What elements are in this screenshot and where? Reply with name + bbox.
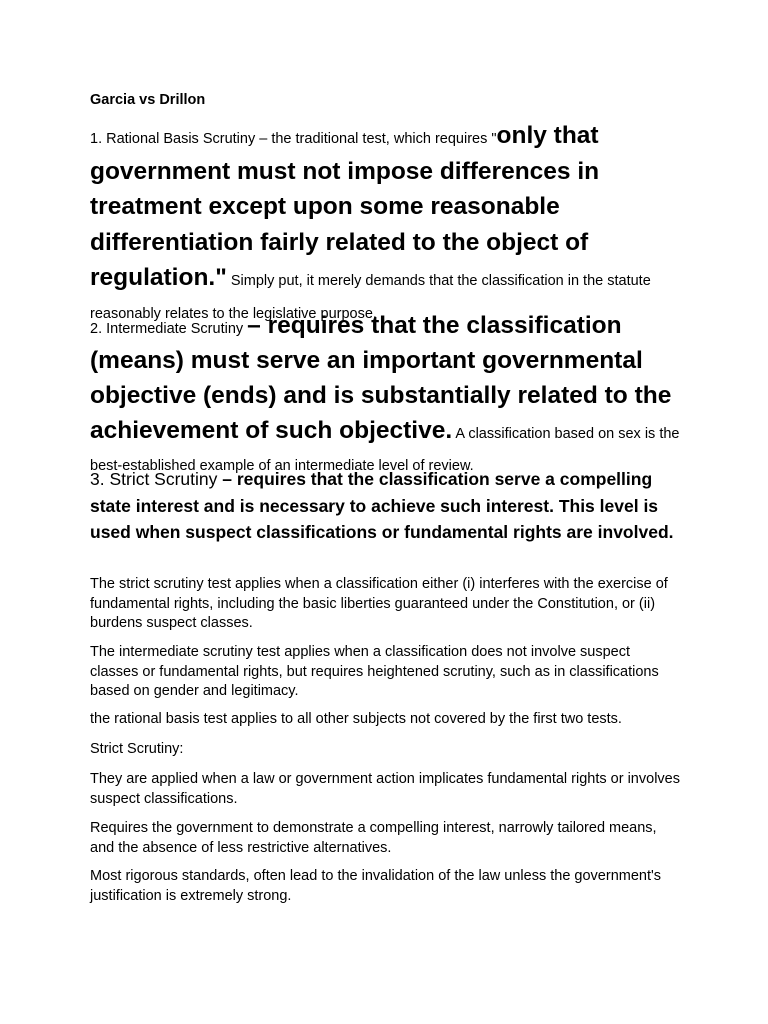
body-paragraph-3: the rational basis test applies to all other subjects not covered by the first two tests. xyxy=(90,711,622,727)
intermediate-scrutiny-definition: – requires that the classification (means) must serve an important governmental objective (ends) and is substantially related to the achievement of such objective. xyxy=(90,312,672,444)
document-title: Garcia vs Drillon xyxy=(90,92,206,108)
strict-scrutiny-definition: – requires that the classification serve a compelling state interest and is necessary to achieve such interest. This level is used when suspect classifications or fundamental rights are involved. xyxy=(90,469,674,542)
body-paragraph-1: The strict scrutiny test applies when a classification either (i) interferes with the exercise of fundamental rights, including the basic liberties guaranteed under the Constitution, or (ii) burdens suspect classes. xyxy=(90,576,668,631)
strict-scrutiny-lead: 3. Strict Scrutiny xyxy=(90,469,223,489)
strict-scrutiny-paragraph xyxy=(90,467,682,547)
rational-basis-paragraph xyxy=(90,120,682,330)
rational-basis-tail: Simply put, it merely demands that the classification in the statute reasonably relates to the legislative purpose. xyxy=(90,273,651,322)
intermediate-scrutiny-paragraph xyxy=(90,310,682,482)
body-paragraph-5: They are applied when a law or government action implicates fundamental rights or involves suspect classifications. xyxy=(90,771,680,807)
body-paragraph-2: The intermediate scrutiny test applies when a classification does not involve suspect classes or fundamental rights, but requires heightened scrutiny, such as in classifications based on gender and legitimacy. xyxy=(90,644,659,699)
intermediate-scrutiny-lead: 2. Intermediate Scrutiny xyxy=(90,321,248,337)
body-paragraph-4: Strict Scrutiny: xyxy=(90,741,184,757)
body-paragraph-6: Requires the government to demonstrate a compelling interest, narrowly tailored means, and the absence of less restrictive alternatives. xyxy=(90,820,657,856)
intermediate-scrutiny-tail: A classification based on sex is the best-established example of an intermediate level of review. xyxy=(90,426,680,474)
body-paragraph-7: Most rigorous standards, often lead to the invalidation of the law unless the government's justification is extremely strong. xyxy=(90,868,662,904)
rational-basis-lead: 1. Rational Basis Scrutiny – the traditional test, which requires " xyxy=(90,131,497,147)
rational-basis-quote: only that government must not impose differences in treatment except upon some reasonable differentiation fairly related to the object of regulation." xyxy=(90,122,600,291)
